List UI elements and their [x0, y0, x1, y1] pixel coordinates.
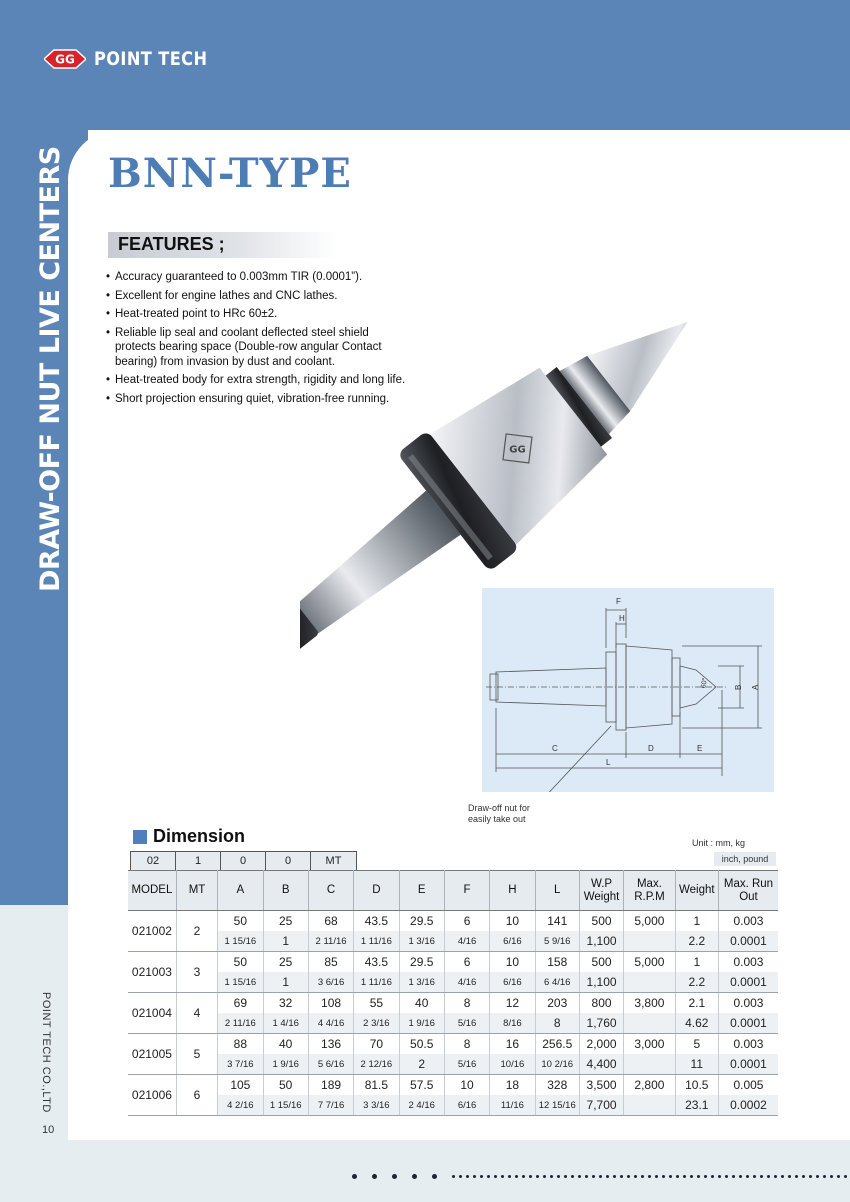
table-cell [624, 931, 675, 952]
table-cell: 12 15/16 [535, 1095, 579, 1116]
table-row [128, 931, 778, 952]
table-cell: 1 9/16 [399, 1013, 444, 1034]
table-header-cell: Weight [675, 871, 718, 911]
table-cell: 10/16 [490, 1054, 535, 1075]
dot [480, 1175, 483, 1178]
table-cell: 11/16 [490, 1095, 535, 1116]
code-cell: MT [311, 852, 356, 870]
table-cell: 021003 [128, 952, 176, 993]
dot [522, 1175, 525, 1178]
svg-text:B: B [734, 684, 743, 690]
brand-logo [44, 48, 227, 70]
dot [508, 1175, 511, 1178]
table-cell: 2 12/16 [354, 1054, 399, 1075]
dot [753, 1175, 756, 1178]
dot [536, 1175, 539, 1178]
table-cell: 85 [308, 952, 353, 973]
table-cell: 10 [490, 911, 535, 932]
dot [352, 1174, 357, 1179]
caption-line: easily take out [468, 814, 526, 824]
table-header-cell: F [444, 871, 489, 911]
table-cell: 1 9/16 [263, 1054, 308, 1075]
table-cell: 141 [535, 911, 579, 932]
dot [459, 1175, 462, 1178]
table-cell: 11 [675, 1054, 718, 1075]
side-band-lower [0, 905, 68, 1140]
dot [606, 1175, 609, 1178]
unit-imperial: inch, pound [714, 852, 776, 866]
table-cell: 0.0001 [718, 931, 778, 952]
dot [432, 1174, 437, 1179]
dot [515, 1175, 518, 1178]
table-cell: 105 [218, 1075, 263, 1096]
table-cell: 10 2/16 [535, 1054, 579, 1075]
code-cell: 0 [221, 852, 266, 870]
page-number: 10 [42, 1124, 55, 1136]
dot [592, 1175, 595, 1178]
dot [487, 1175, 490, 1178]
table-cell: 136 [308, 1034, 353, 1055]
code-cell: 02 [131, 852, 176, 870]
dot [711, 1175, 714, 1178]
table-header-cell: MT [176, 871, 217, 911]
table-cell: 6/16 [444, 1095, 489, 1116]
table-cell: 256.5 [535, 1034, 579, 1055]
table-cell: 6/16 [490, 931, 535, 952]
table-cell: 0.003 [733, 914, 764, 928]
dot [557, 1175, 560, 1178]
table-cell: 2 11/16 [308, 931, 353, 952]
table-cell: 10 [490, 952, 535, 973]
dot [746, 1175, 749, 1178]
table-header-cell: W.P Weight [579, 871, 623, 911]
table-cell: 5,000 [624, 911, 675, 932]
table-cell: 2 4/16 [399, 1095, 444, 1116]
feature-item: • Heat-treated body for extra strength, rigidity and long life. [106, 373, 406, 388]
table-cell: 40 [263, 1034, 308, 1055]
table-cell: 203 [535, 993, 579, 1014]
dot [550, 1175, 553, 1178]
side-title [28, 146, 68, 592]
dot [648, 1175, 651, 1178]
table-cell: 3,800 [624, 993, 675, 1014]
table-cell: 0.005 [733, 1078, 764, 1092]
dot [732, 1175, 735, 1178]
table-cell: 5 [176, 1034, 217, 1075]
feature-item: • Excellent for engine lathes and CNC lathes. [106, 289, 406, 304]
table-cell: 7 7/16 [308, 1095, 353, 1116]
model-code-key [130, 851, 357, 871]
table-cell: 40 [399, 993, 444, 1014]
dot [585, 1175, 588, 1178]
brand-name: POINT TECH [94, 48, 208, 70]
table-cell: 5,000 [624, 952, 675, 973]
svg-text:GG: GG [55, 52, 75, 67]
feature-item: • Heat-treated point to HRc 60±2. [106, 307, 406, 322]
table-cell: 25 [263, 952, 308, 973]
table-cell: 3 [176, 952, 217, 993]
footer-band [0, 1140, 850, 1202]
svg-text:L: L [606, 758, 611, 767]
dimension-drawing [482, 588, 774, 792]
dot [690, 1175, 693, 1178]
dot [662, 1175, 665, 1178]
table-cell: 4 2/16 [218, 1095, 263, 1116]
table-cell: 1 15/16 [218, 972, 263, 993]
table-cell: 5/16 [444, 1054, 489, 1075]
table-cell: 4,400 [579, 1054, 623, 1075]
table-cell: 3 3/16 [354, 1095, 399, 1116]
table-cell: 108 [308, 993, 353, 1014]
table-cell: 2.2 [675, 931, 718, 952]
table-header-row [128, 871, 778, 911]
table-cell: 50 [218, 911, 263, 932]
table-cell: 1 15/16 [263, 1095, 308, 1116]
table-cell: 3 7/16 [218, 1054, 263, 1075]
caption-line: Draw-off nut for [468, 803, 530, 813]
dot [704, 1175, 707, 1178]
dot [760, 1175, 763, 1178]
table-cell: 500 [579, 952, 623, 973]
code-cell: 1 [176, 852, 221, 870]
table-cell: 32 [263, 993, 308, 1014]
table-cell: 43.5 [354, 911, 399, 932]
dot [725, 1175, 728, 1178]
feature-item: • Accuracy guaranteed to 0.003mm TIR (0.0001”). [106, 270, 406, 285]
dot [718, 1175, 721, 1178]
table-cell: 328 [535, 1075, 579, 1096]
table-cell: 0.003 [733, 1037, 764, 1051]
svg-text:GG: GG [509, 444, 526, 456]
table-cell: 4/16 [444, 972, 489, 993]
table-cell: 1 3/16 [399, 972, 444, 993]
table-cell: 1 [675, 952, 718, 973]
table-cell [624, 1054, 675, 1075]
table-cell: 189 [308, 1075, 353, 1096]
table-row [128, 952, 778, 973]
dot [494, 1175, 497, 1178]
dot [739, 1175, 742, 1178]
table-cell: 6 [176, 1075, 217, 1116]
dot [774, 1175, 777, 1178]
table-cell: 1,100 [579, 931, 623, 952]
dot [837, 1175, 840, 1178]
table-cell: 021006 [128, 1075, 176, 1116]
table-cell [624, 1095, 675, 1116]
table-cell: 6 [444, 952, 489, 973]
table-cell: 8 [535, 1013, 579, 1034]
table-cell: 3,000 [624, 1034, 675, 1055]
table-cell: 1 4/16 [263, 1013, 308, 1034]
dot [599, 1175, 602, 1178]
table-header-cell: D [354, 871, 399, 911]
drawing-caption [468, 803, 530, 825]
svg-text:A: A [751, 684, 760, 690]
table-row [128, 911, 778, 932]
dot [683, 1175, 686, 1178]
table-row [128, 1034, 778, 1055]
svg-text:H: H [619, 614, 625, 623]
table-cell: 50 [263, 1075, 308, 1096]
table-header-cell: B [263, 871, 308, 911]
dot [697, 1175, 700, 1178]
table-cell: 7,700 [579, 1095, 623, 1116]
table-cell: 29.5 [399, 911, 444, 932]
table-cell: 2 [399, 1054, 444, 1075]
brand-badge-icon [44, 48, 86, 70]
table-cell: 0.0001 [718, 972, 778, 993]
table-cell: 5/16 [444, 1013, 489, 1034]
footer-dots [352, 1174, 850, 1179]
table-cell: 5 9/16 [535, 931, 579, 952]
table-cell: 18 [490, 1075, 535, 1096]
table-cell: 29.5 [399, 952, 444, 973]
table-cell: 021002 [128, 911, 176, 952]
table-cell: 1 [263, 972, 308, 993]
table-cell: 50.5 [399, 1034, 444, 1055]
table-row [128, 1054, 778, 1075]
dot [466, 1175, 469, 1178]
dot [452, 1175, 455, 1178]
dot [543, 1175, 546, 1178]
table-cell: 23.1 [675, 1095, 718, 1116]
dot [412, 1174, 417, 1179]
dimension-table [128, 870, 778, 1116]
table-cell: 021005 [128, 1034, 176, 1075]
table-cell: 25 [263, 911, 308, 932]
dot [781, 1175, 784, 1178]
table-cell: 43.5 [354, 952, 399, 973]
table-header-cell: L [535, 871, 579, 911]
dot [823, 1175, 826, 1178]
table-cell: 12 [490, 993, 535, 1014]
table-cell: 021004 [128, 993, 176, 1034]
dimension-heading [133, 826, 245, 847]
table-header-cell: Max. Run Out [718, 871, 778, 911]
feature-item: • Short projection ensuring quiet, vibration-free running. [106, 392, 406, 407]
svg-text:D: D [648, 744, 654, 753]
table-cell: 2 3/16 [354, 1013, 399, 1034]
table-row [128, 1075, 778, 1096]
table-cell: 68 [308, 911, 353, 932]
table-cell: 6/16 [490, 972, 535, 993]
svg-text:E: E [697, 744, 703, 753]
dot [578, 1175, 581, 1178]
square-bullet-icon [133, 830, 147, 844]
dot [613, 1175, 616, 1178]
table-cell [624, 1013, 675, 1034]
dot [473, 1175, 476, 1178]
table-cell: 5 6/16 [308, 1054, 353, 1075]
table-cell: 81.5 [354, 1075, 399, 1096]
dot [767, 1175, 770, 1178]
table-cell: 57.5 [399, 1075, 444, 1096]
table-cell: 2 [176, 911, 217, 952]
table-cell: 0.0002 [718, 1095, 778, 1116]
table-cell: 8/16 [490, 1013, 535, 1034]
table-cell: 8 [444, 993, 489, 1014]
dot [830, 1175, 833, 1178]
table-cell: 50 [218, 952, 263, 973]
table-cell: 158 [535, 952, 579, 973]
table-cell [624, 972, 675, 993]
dot [634, 1175, 637, 1178]
dot [564, 1175, 567, 1178]
dot [795, 1175, 798, 1178]
table-cell: 2.2 [675, 972, 718, 993]
technical-drawing [482, 588, 774, 792]
dot [392, 1174, 397, 1179]
table-cell: 0.003 [733, 996, 764, 1010]
table-cell: 2.1 [675, 993, 718, 1014]
table-cell: 0.0001 [718, 1013, 778, 1034]
unit-metric: Unit : mm, kg [692, 838, 746, 848]
table-cell: 1 15/16 [218, 931, 263, 952]
table-cell: 5 [675, 1034, 718, 1055]
table-cell: 4/16 [444, 931, 489, 952]
table-cell: 3,500 [579, 1075, 623, 1096]
dot [620, 1175, 623, 1178]
dot [809, 1175, 812, 1178]
table-cell: 4.62 [675, 1013, 718, 1034]
dot [627, 1175, 630, 1178]
table-cell: 2,800 [624, 1075, 675, 1096]
table-header-cell: MODEL [128, 871, 176, 911]
feature-item: • Reliable lip seal and coolant deflected steel shield protects bearing space (Double-row angular Contact bearing) from invasion by dust and coolant. [106, 326, 406, 370]
table-row [128, 972, 778, 993]
table-header-cell: H [490, 871, 535, 911]
table-cell: 88 [218, 1034, 263, 1055]
table-cell: 55 [354, 993, 399, 1014]
svg-text:60°: 60° [700, 677, 710, 689]
table-cell: 0.003 [733, 955, 764, 969]
table-cell: 500 [579, 911, 623, 932]
table-cell: 1,760 [579, 1013, 623, 1034]
table-cell: 4 [176, 993, 217, 1034]
table-header-cell: A [218, 871, 263, 911]
svg-text:C: C [552, 744, 558, 753]
table-row [128, 1013, 778, 1034]
table-cell: 1 [263, 931, 308, 952]
dot [571, 1175, 574, 1178]
dot [844, 1175, 847, 1178]
table-cell: 8 [444, 1034, 489, 1055]
dot [669, 1175, 672, 1178]
table-cell: 1 3/16 [399, 931, 444, 952]
table-cell: 6 [444, 911, 489, 932]
dot [816, 1175, 819, 1178]
page-title: BNN-TYPE [108, 150, 352, 197]
table-cell: 2,000 [579, 1034, 623, 1055]
dot [641, 1175, 644, 1178]
table-header-cell: Max. R.P.M [624, 871, 675, 911]
table-cell: 16 [490, 1034, 535, 1055]
table-cell: 1 11/16 [354, 931, 399, 952]
dot [676, 1175, 679, 1178]
table-cell: 1,100 [579, 972, 623, 993]
table-header-cell: C [308, 871, 353, 911]
dot [655, 1175, 658, 1178]
table-cell: 69 [218, 993, 263, 1014]
table-cell: 800 [579, 993, 623, 1014]
table-cell: 10 [444, 1075, 489, 1096]
dot [529, 1175, 532, 1178]
table-row [128, 993, 778, 1014]
side-title-text: DRAW-OFF NUT LIVE CENTERS [35, 146, 66, 592]
dot [372, 1174, 377, 1179]
features-heading-text: FEATURES ; [118, 234, 225, 254]
table-row [128, 1095, 778, 1116]
table-cell: 3 6/16 [308, 972, 353, 993]
table-cell: 6 4/16 [535, 972, 579, 993]
dot [501, 1175, 504, 1178]
table-cell: 1 [675, 911, 718, 932]
table-cell: 2 11/16 [218, 1013, 263, 1034]
table-cell: 4 4/16 [308, 1013, 353, 1034]
table-cell: 10.5 [675, 1075, 718, 1096]
dimension-heading-text: Dimension [153, 826, 246, 846]
table-cell: 0.0001 [718, 1054, 778, 1075]
table-cell: 1 11/16 [354, 972, 399, 993]
company-name-text: POINT TECH CO.,LTD [40, 992, 52, 1113]
dot [802, 1175, 805, 1178]
dot [788, 1175, 791, 1178]
company-name [36, 992, 56, 1122]
code-cell: 0 [266, 852, 311, 870]
svg-text:F: F [616, 597, 621, 606]
table-header-cell: E [399, 871, 444, 911]
table-cell: 70 [354, 1034, 399, 1055]
